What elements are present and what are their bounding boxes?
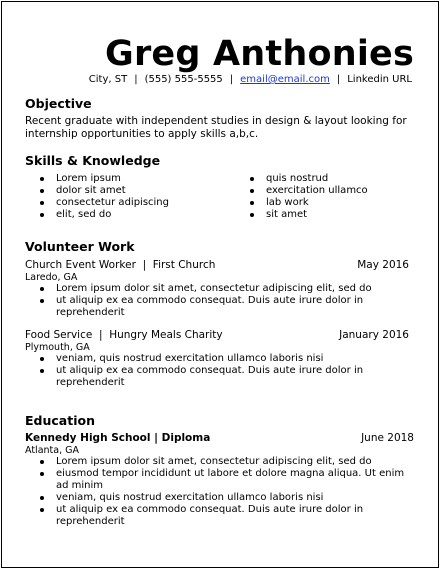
entry-bullet: eiusmod tempor incididunt ut labore et dolore magna aliqua. Ut enim ad minim bbox=[25, 468, 414, 492]
contact-separator: | bbox=[336, 74, 341, 85]
entry-bullets bbox=[25, 283, 394, 319]
skill-item: exercitation ullamco bbox=[235, 185, 415, 197]
contact-city: City, ST bbox=[88, 74, 128, 85]
entry-bullet: ut aliquip ex ea commodo consequat. Duis aute irure dolor in reprehenderit bbox=[25, 365, 394, 389]
contact-phone: (555) 555-5555 bbox=[144, 74, 223, 85]
volunteer-entry bbox=[25, 329, 414, 389]
entry-bullets bbox=[25, 353, 394, 389]
skill-item: lab work bbox=[235, 197, 415, 209]
entry-header bbox=[25, 259, 414, 272]
entry-bullets bbox=[25, 456, 414, 528]
entry-location: Atlanta, GA bbox=[25, 445, 79, 456]
entry-location: Laredo, GA bbox=[25, 272, 78, 283]
skills-list-right bbox=[235, 173, 415, 221]
objective-heading: Objective bbox=[25, 96, 92, 111]
entry-title: Church Event Worker | First Church bbox=[25, 259, 216, 271]
skills-list-left bbox=[25, 173, 245, 221]
skill-item: elit, sed do bbox=[25, 209, 245, 221]
entry-bullet: veniam, quis nostrud exercitation ullamco laboris nisi bbox=[25, 492, 414, 504]
contact-email-link[interactable]: email@email.com bbox=[240, 74, 330, 85]
entry-bullet: veniam, quis nostrud exercitation ullamco laboris nisi bbox=[25, 353, 394, 365]
entry-header bbox=[25, 329, 414, 342]
contact-linkedin: Linkedin URL bbox=[347, 74, 412, 85]
entry-bullet: ut aliquip ex ea commodo consequat. Duis aute irure dolor in reprehenderit bbox=[25, 295, 394, 319]
entry-header bbox=[25, 432, 414, 445]
skill-item: dolor sit amet bbox=[25, 185, 245, 197]
contact-line bbox=[89, 73, 412, 86]
volunteer-entry bbox=[25, 259, 414, 319]
entry-date: January 2016 bbox=[339, 329, 409, 341]
entry-title: Kennedy High School | Diploma bbox=[25, 432, 211, 444]
education-heading: Education bbox=[25, 413, 95, 428]
entry-bullet: Lorem ipsum dolor sit amet, consectetur adipiscing elit, sed do bbox=[25, 283, 394, 295]
objective-text: Recent graduate with independent studies in design & layout looking for internship opportunities to apply skills a,b,c. bbox=[25, 115, 407, 140]
candidate-name: Greg Anthonies bbox=[105, 34, 414, 74]
skill-item: consectetur adipiscing bbox=[25, 197, 245, 209]
entry-bullet: ut aliquip ex ea commodo consequat. Duis aute irure dolor in reprehenderit bbox=[25, 504, 414, 528]
entry-date: June 2018 bbox=[361, 432, 414, 444]
entry-location: Plymouth, GA bbox=[25, 342, 90, 353]
contact-separator: | bbox=[229, 74, 234, 85]
skill-item: Lorem ipsum bbox=[25, 173, 245, 185]
resume-page bbox=[1, 1, 439, 568]
entry-bullet: Lorem ipsum dolor sit amet, consectetur adipiscing elit, sed do bbox=[25, 456, 414, 468]
skill-item: sit amet bbox=[235, 209, 415, 221]
entry-title: Food Service | Hungry Meals Charity bbox=[25, 329, 223, 341]
contact-separator: | bbox=[134, 74, 138, 85]
skills-heading: Skills & Knowledge bbox=[25, 153, 161, 168]
entry-date: May 2016 bbox=[357, 259, 409, 271]
volunteer-heading: Volunteer Work bbox=[25, 239, 135, 254]
skill-item: quis nostrud bbox=[235, 173, 415, 185]
education-entry bbox=[25, 432, 414, 528]
